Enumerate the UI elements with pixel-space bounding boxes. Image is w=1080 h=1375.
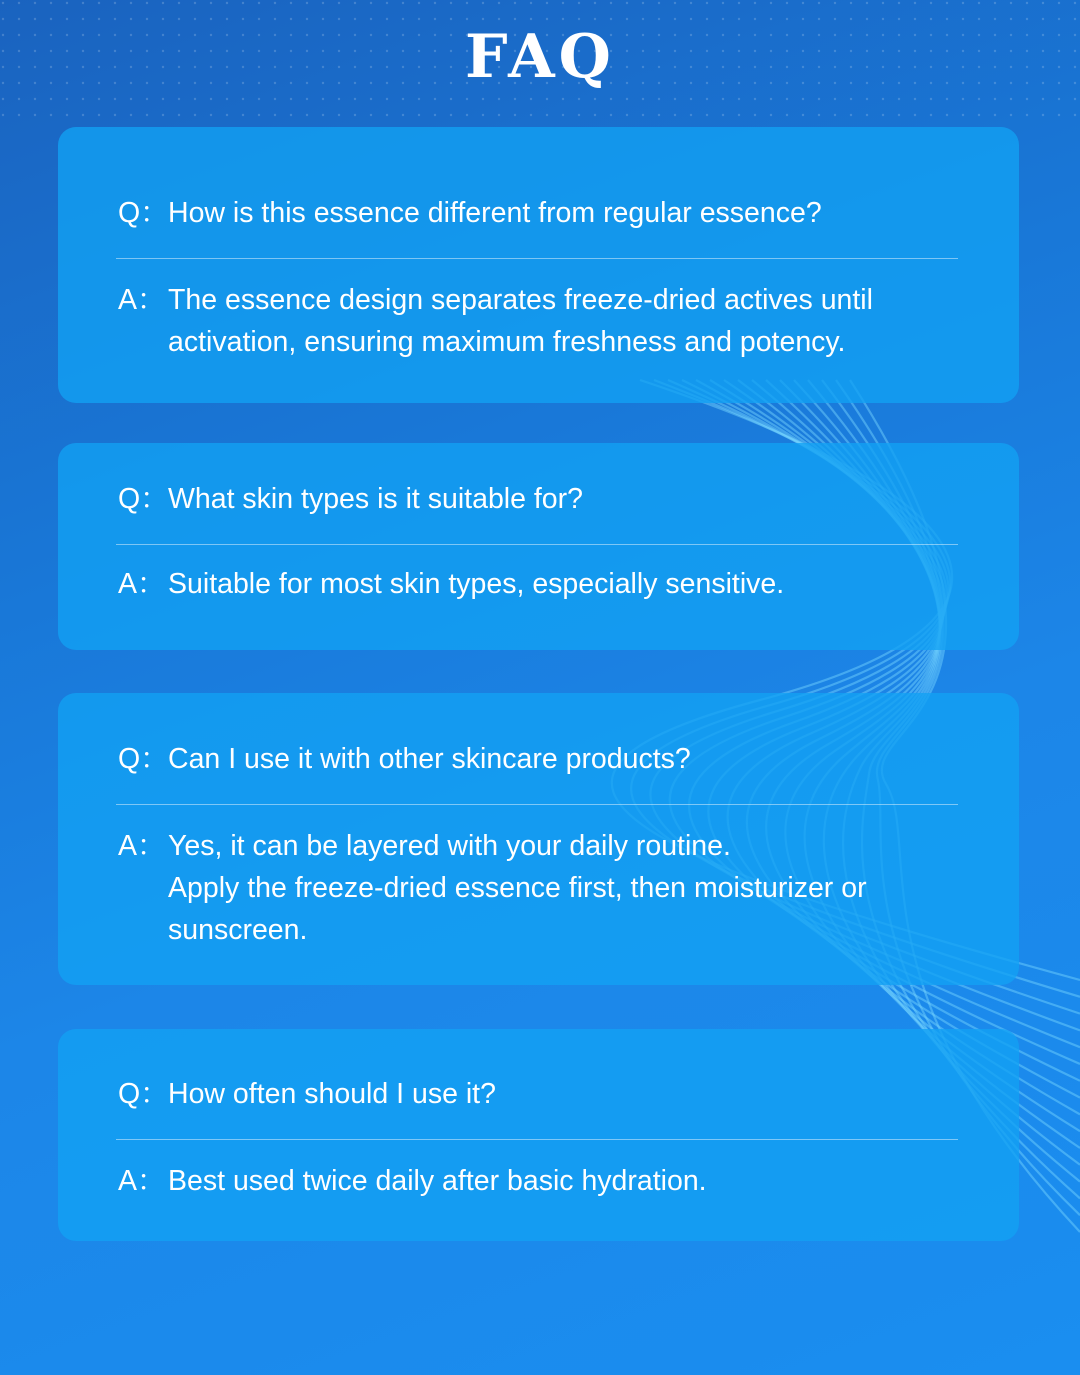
- answer-tag: A：: [118, 830, 166, 862]
- faq-question-row: [116, 478, 959, 520]
- answer-line: Yes, it can be layered with your daily routine.: [168, 830, 731, 862]
- faq-question-row: [116, 738, 959, 780]
- question-tag: Q：: [118, 483, 169, 515]
- faq-divider: [116, 544, 958, 545]
- answer-line: Suitable for most skin types, especially sensitive.: [168, 568, 785, 600]
- page-title: FAQ: [465, 22, 615, 92]
- faq-answer-row: [116, 825, 959, 951]
- question-text: What skin types is it suitable for?: [168, 483, 584, 515]
- faq-card-2: [58, 443, 1019, 650]
- faq-divider: [116, 1139, 958, 1140]
- faq-card-1: [58, 127, 1019, 403]
- faq-divider: [116, 258, 958, 259]
- faq-card-3: [58, 693, 1019, 985]
- faq-answer-row: [116, 563, 959, 605]
- question-text: How often should I use it?: [168, 1078, 496, 1110]
- answer-tag: A：: [118, 568, 166, 600]
- faq-question-row: [116, 1073, 959, 1115]
- faq-divider: [116, 804, 958, 805]
- answer-line: sunscreen.: [168, 914, 308, 946]
- answer-line: The essence design separates freeze-dried actives until: [168, 284, 873, 316]
- answer-line: Best used twice daily after basic hydration.: [168, 1165, 707, 1197]
- answer-text: [168, 825, 959, 951]
- question-text: How is this essence different from regular essence?: [168, 197, 822, 229]
- answer-text: [168, 563, 959, 605]
- answer-line: activation, ensuring maximum freshness and potency.: [168, 326, 846, 358]
- answer-text: [168, 279, 959, 363]
- question-tag: Q：: [118, 743, 169, 775]
- answer-line: Apply the freeze-dried essence first, then moisturizer or: [168, 872, 867, 904]
- faq-answer-row: [116, 279, 959, 363]
- faq-question-row: [116, 192, 959, 234]
- answer-tag: A：: [118, 284, 166, 316]
- question-tag: Q：: [118, 1078, 169, 1110]
- answer-tag: A：: [118, 1165, 166, 1197]
- question-tag: Q：: [118, 197, 169, 229]
- faq-card-4: [58, 1029, 1019, 1241]
- answer-text: [168, 1160, 959, 1202]
- faq-answer-row: [116, 1160, 959, 1202]
- question-text: Can I use it with other skincare products?: [168, 743, 691, 775]
